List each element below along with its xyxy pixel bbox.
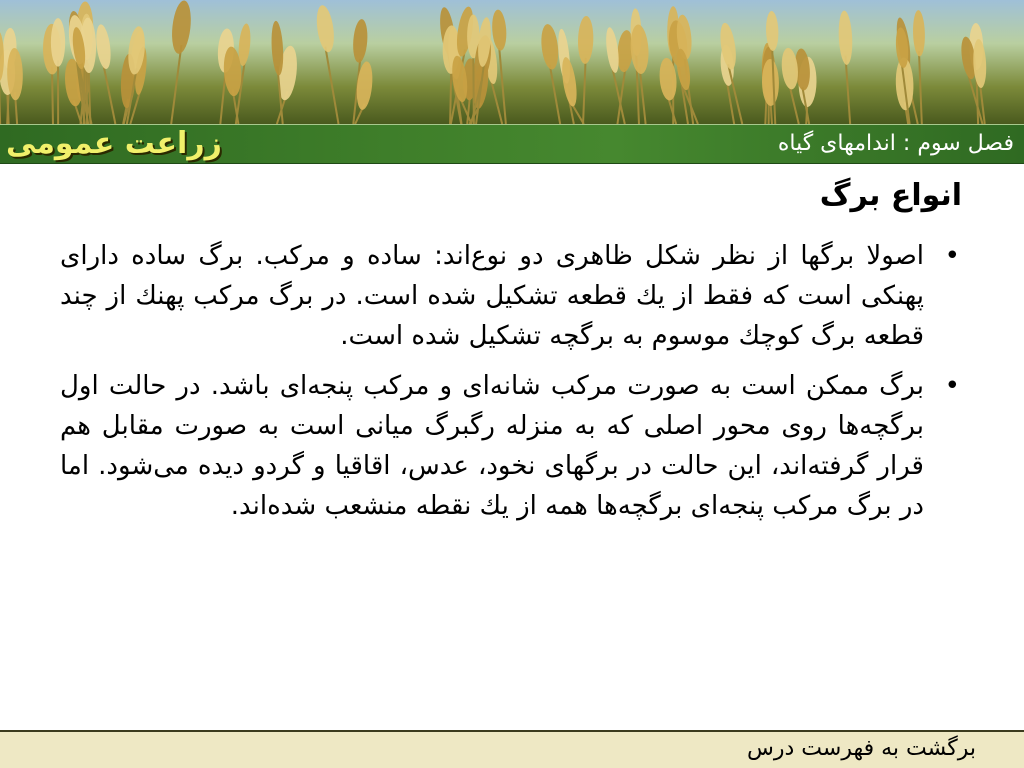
- bullet-text: برگ ممكن است به صورت مركب شانه‌ای و مركب پنجه‌ای باشد. در حالت اول برگچه‌ها روی محور اصلی كه به منزله رگبرگ میانی است به صورت مقابل هم قرار گرفته‌اند، این حالت در برگهای نخود، عدس، اقاقیا و گردو دیده می‌شود. اما در برگ مركب پنجه‌ای برگچه‌ها همه از یك نقطه منشعب شده‌اند.: [60, 371, 924, 521]
- bullet-icon: •: [944, 241, 960, 271]
- section-heading: انواع برگ: [819, 178, 962, 213]
- bullet-list: [60, 236, 970, 536]
- wheat-field-banner-image: [0, 0, 1024, 124]
- chapter-title: فصل سوم : اندامهای گیاه: [777, 131, 1014, 156]
- bullet-item: [60, 236, 970, 356]
- title-bar: [0, 124, 1024, 164]
- back-to-contents-link[interactable]: برگشت به فهرست درس: [747, 736, 976, 761]
- footer-bar: [0, 730, 1024, 768]
- course-title: زراعت عمومی: [6, 126, 222, 161]
- bullet-text: اصولا برگها از نظر شكل ظاهری دو نوع‌اند: ساده و مركب. برگ ساده دارای پهنكی است كه فقط از یك قطعه تشكیل شده است. در برگ مركب پهنك از چند قطعه برگ كوچك موسوم به برگچه تشكیل شده است.: [60, 241, 924, 351]
- bullet-icon: •: [944, 371, 960, 401]
- bullet-item: [60, 366, 970, 526]
